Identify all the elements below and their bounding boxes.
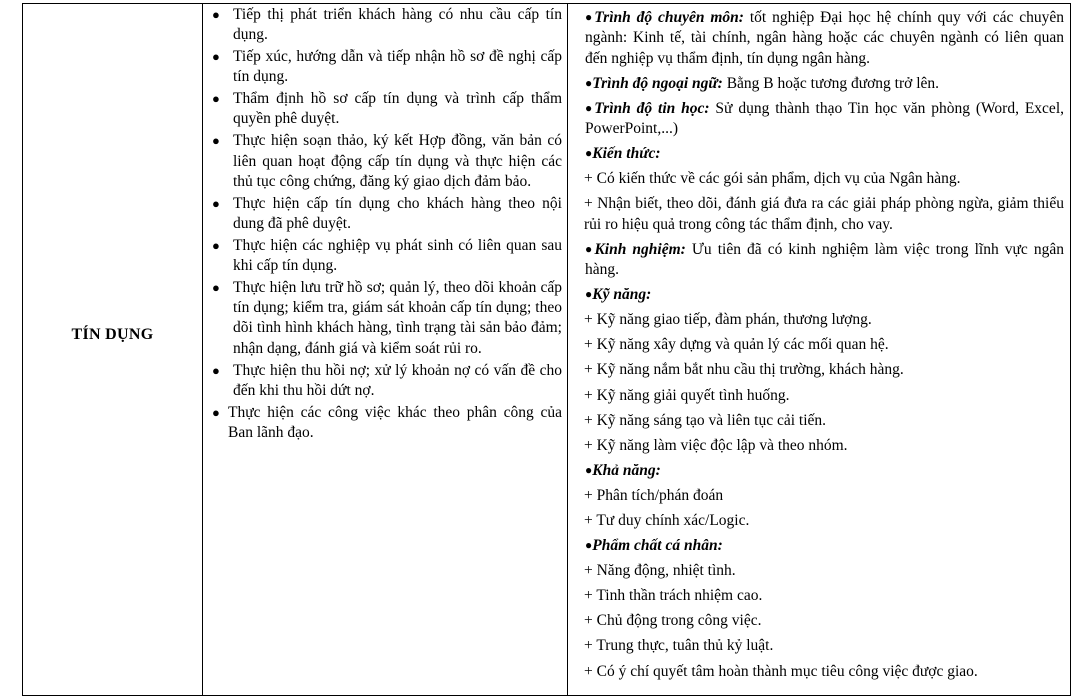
bullet-icon: ● xyxy=(585,75,593,90)
bullet-icon: ● xyxy=(585,10,595,24)
requirements-cell xyxy=(567,3,1071,696)
bullet-icon: ● xyxy=(212,279,220,295)
bullet-icon: ● xyxy=(212,7,220,22)
bullet-icon: ● xyxy=(585,241,595,256)
duty-item: ● Tiếp xúc, hướng dẫn và tiếp nhận hồ sơ đề nghị cấp tín dụng. xyxy=(212,48,562,86)
duty-item: ● Thực hiện soạn thảo, ký kết Hợp đồng, văn bản có liên quan hoạt động cấp tín dụng và thực hiện các thủ tục công chứng, đăng ký giao dịch đảm bảo. xyxy=(212,132,562,190)
requirement-qualities-heading: ●Phẩm chất cá nhân: xyxy=(585,537,723,555)
requirement-knowledge-heading: ●Kiến thức: xyxy=(585,145,661,163)
department-cell xyxy=(22,3,203,696)
duties-list xyxy=(212,5,562,445)
duty-item: ● Tiếp thị phát triển khách hàng có nhu cầu cấp tín dụng. xyxy=(212,6,562,44)
duty-item: ● Thực hiện cấp tín dụng cho khách hàng theo nội dung đã phê duyệt. xyxy=(212,194,562,232)
duty-item: ● Thực hiện thu hồi nợ; xử lý khoản nợ có vấn đề cho đến khi thu hồi dứt nợ. xyxy=(212,361,562,399)
bullet-icon: ● xyxy=(212,237,220,253)
requirement-language: ●Trình độ ngoại ngữ: Bằng B hoặc tương đương trở lên. xyxy=(585,74,940,92)
bullet-icon: ● xyxy=(585,287,593,302)
requirement-experience: ●Kinh nghiệm: Ưu tiên đã có kinh nghiệm làm việc trong lĩnh vực ngân hàng. xyxy=(585,240,1065,279)
bullet-icon: ● xyxy=(212,91,220,107)
skill-item: + Kỹ năng nắm bắt nhu cầu thị trường, khách hàng. xyxy=(584,361,904,379)
ability-item: + Phân tích/phán đoán xyxy=(584,486,724,504)
skill-item: + Kỹ năng làm việc độc lập và theo nhóm. xyxy=(584,436,848,454)
skill-item: + Kỹ năng xây dựng và quản lý các mối quan hệ. xyxy=(584,336,889,354)
bullet-icon: ● xyxy=(212,49,220,65)
requirement-skills-heading: ●Kỹ năng: xyxy=(585,286,652,304)
duty-item: ● Thực hiện các công việc khác theo phân công của Ban lãnh đạo. xyxy=(212,403,562,441)
duty-item: ● Thẩm định hồ sơ cấp tín dụng và trình cấp thẩm quyền phê duyệt. xyxy=(212,90,562,128)
quality-item: + Tinh thần trách nhiệm cao. xyxy=(584,587,763,605)
duty-item: ● Thực hiện lưu trữ hồ sơ; quản lý, theo dõi khoản cấp tín dụng; kiểm tra, giám sát khoản cấp tín dụng; theo dõi tình hình khách hàng, tình trạng tài sản bảo đảm; nhận dạng, đánh giá và kiểm soát rủi ro. xyxy=(212,278,562,357)
bullet-icon: ● xyxy=(212,404,220,420)
quality-item: + Chủ động trong công việc. xyxy=(584,612,762,630)
bullet-icon: ● xyxy=(212,362,220,378)
duties-cell xyxy=(202,3,568,696)
bullet-icon: ● xyxy=(212,195,220,211)
knowledge-item: + Có kiến thức về các gói sản phẩm, dịch vụ của Ngân hàng. xyxy=(584,170,961,188)
quality-item: + Trung thực, tuân thủ kỷ luật. xyxy=(584,637,774,655)
requirements-list xyxy=(574,8,1064,687)
bullet-icon: ● xyxy=(585,100,595,115)
skill-item: + Kỹ năng giải quyết tình huống. xyxy=(584,386,790,404)
requirement-education: ●Trình độ chuyên môn: tốt nghiệp Đại học hệ chính quy với các chuyên ngành: Kinh tế, tài chính, ngân hàng hoặc các chuyên ngành có liên quan đến nghiệp vụ thẩm định, tín dụng ngân hàng. xyxy=(585,9,1065,67)
duty-item: ● Thực hiện các nghiệp vụ phát sinh có liên quan sau khi cấp tín dụng. xyxy=(212,236,562,275)
bullet-icon: ● xyxy=(212,133,220,149)
bullet-icon: ● xyxy=(585,462,593,477)
requirement-it: ●Trình độ tin học: Sử dụng thành thạo Tin học văn phòng (Word, Excel, PowerPoint,...) xyxy=(585,99,1064,138)
skill-item: + Kỹ năng sáng tạo và liên tục cải tiến. xyxy=(584,411,827,429)
skill-item: + Kỹ năng giao tiếp, đàm phán, thương lượng. xyxy=(584,311,872,329)
quality-item: + Năng động, nhiệt tình. xyxy=(584,562,736,580)
department-name: TÍN DỤNG xyxy=(71,326,154,343)
bullet-icon: ● xyxy=(585,146,593,161)
requirement-abilities-heading: ●Khả năng: xyxy=(585,461,661,479)
knowledge-item: + Nhận biết, theo dõi, đánh giá đưa ra các giải pháp phòng ngừa, giảm thiểu rủi ro hiệu quả trong công tác thẩm định, cho vay. xyxy=(584,195,1064,233)
ability-item: + Tư duy chính xác/Logic. xyxy=(584,511,750,529)
quality-item: + Có ý chí quyết tâm hoàn thành mục tiêu công việc được giao. xyxy=(584,662,978,680)
bullet-icon: ● xyxy=(585,538,593,553)
